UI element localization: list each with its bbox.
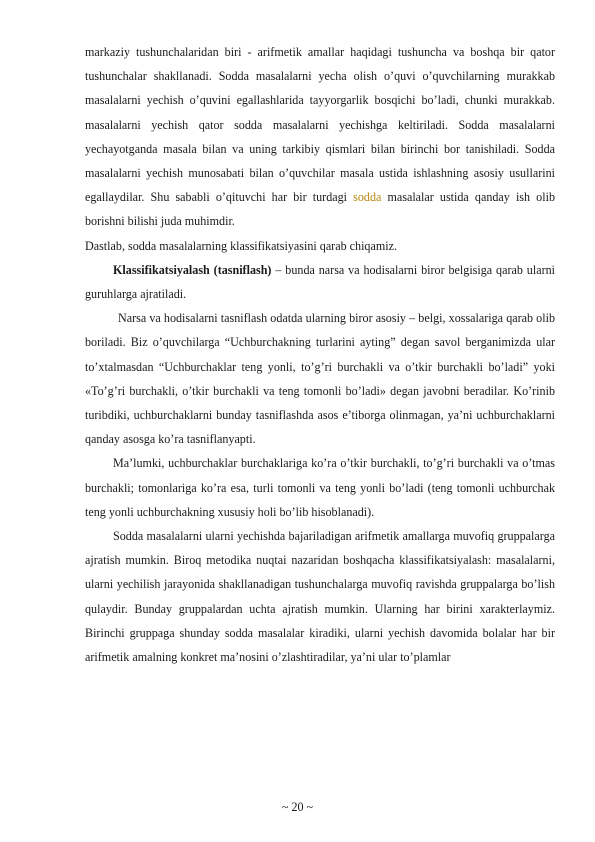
paragraph: Narsa va hodisalarni tasniflash odatda ularning biror asosiy – belgi, xossalariga qarab olib boriladi. Biz o’quvchilarga “Uchburchakning turlarini ayting” degan savol berganimizda ular to’xtalmasdan “Uchburchaklar teng yonli, to’g’ri burchakli va o’tkir burchakli bo’ladi” yoki «To’g’ri burchakli, o’tkir burchakli va teng tomonli bo’ladi» degan javobni beradilar. Ko’rinib turibdiki, uchburchaklarni bunday tasniflashda asos e’tiborga olinmagan, ya’ni uchburchaklarni qanday asosga ko’ra tasniflanyapti.	[85, 311, 555, 447]
paragraph	[85, 40, 555, 234]
paragraph-text: markaziy tushunchalaridan biri - arifmetik amallar haqidagi tushuncha va boshqa bir qator tushunchalar shakllanadi. Sodda masalalarni yecha olish o’quvi o’quvchilarning murakkab masalalarni yechish o’quvini egallashlarida tayyorgarlik bosqichi bo’ladi, chunki murakkab. masalalarni yechish qator sodda masalalarni yechishga keltiriladi. Sodda masalalarni yechayotganda masala bilan va uning tarkibiy qismlari bilan birinchi bor tanishiladi. Sodda masalalarni yechish munosabati bilan o’quvchilar masala ustida ishlashning asosiy usullarini egallaydilar. Shu sababli o’qituvchi har bir turdagi	[85, 45, 555, 205]
paragraph-text: masalalar ustida qanday ish olib borishni bilishi juda muhimdir.	[85, 190, 555, 229]
highlighted-word: sodda	[353, 190, 382, 205]
paragraph: Dastlab, sodda masalalarning klassifikatsiyasini qarab chiqamiz.	[85, 238, 397, 253]
paragraph-text: – bunda narsa va hodisalarni biror belgisiga qarab ularni guruhlarga ajratiladi.	[85, 262, 556, 302]
paragraph	[85, 258, 555, 306]
paragraph: Sodda masalalarni ularni yechishda bajariladigan arifmetik amallarga muvofiq gruppalarga ajratish mumkin. Biroq metodika nuqtai nazaridan boshqacha klassifikatsiyalash: masalalarni, ularni yechilish jarayonida shakllanadigan tushunchalarga muvofiq ravishda gruppalarga bo’lish qulaydir. Bunday gruppalardan uchta ajratish mumkin. Ularning har birini xarakterlaymiz. Birinchi gruppaga shunday sodda masalalar kiradiki, ularni yechish davomida bolalar har bir arifmetik amalning konkret ma’nosini o’zlashtiradilar, ya’ni ular to’plamlar	[85, 529, 555, 665]
page-number: ~ 20 ~	[281, 800, 314, 814]
paragraph: Ma’lumki, uchburchaklar burchaklariga ko’ra o’tkir burchakli, to’g’ri burchakli va o’tmas burchakli; tomonlariga ko’ra esa, turli tomonli va teng yonli bo’ladi (teng tomonli uchburchak teng yonli uchburchakning xususiy holi bo’lib hisoblanadi).	[85, 456, 555, 519]
term-bold: Klassifikatsiyalash (tasniflash)	[113, 262, 272, 277]
body-text	[85, 40, 555, 669]
